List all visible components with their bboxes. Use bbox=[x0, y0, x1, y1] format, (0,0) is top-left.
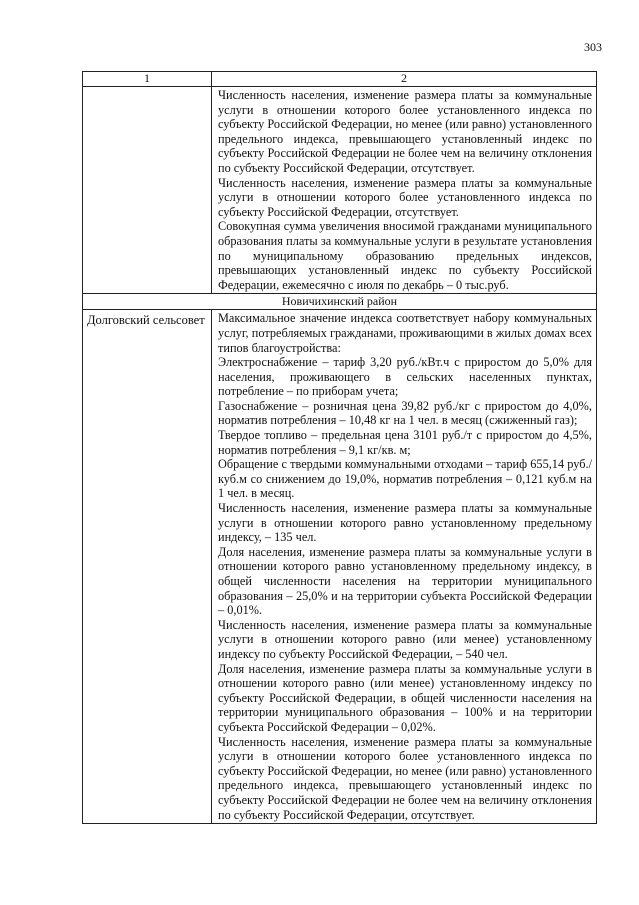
table-row bbox=[83, 87, 597, 294]
paragraph: Численность населения, изменение размера платы за коммунальные услуги в отношении которого равно установленному предельному индексу, – 135 чел. bbox=[218, 501, 592, 545]
section-title: Новичихинский район bbox=[83, 294, 597, 310]
district-name: Долговский сельсовет bbox=[83, 310, 212, 824]
paragraph: Совокупная сумма увеличения вносимой гражданами муниципального образования платы за коммунальные услуги в результате установления по муниципальному образованию предельных индексов, превышающих установленный индекс по субъекту Российской Федерации, ежемесячно с июля по декабрь – 0 тыс.руб. bbox=[218, 219, 592, 292]
top-block-text bbox=[212, 87, 597, 294]
paragraph: Максимальное значение индекса соответствует набору коммунальных услуг, потребляемых гражданами, проживающими в жилых домах всех типов благоустройства: bbox=[218, 311, 592, 355]
page-number: 303 bbox=[584, 40, 602, 54]
paragraph: Численность населения, изменение размера платы за коммунальные услуги в отношении которого более установленного индекса по субъекту Российской Федерации, но менее (или равно) установленного предельного индекса, превышающего установленный индекс по субъекту Российской Федерации не более чем на величину отклонения по субъекту Российской Федерации, отсутствует. bbox=[218, 88, 592, 175]
section-row bbox=[83, 294, 597, 310]
district-details bbox=[212, 310, 597, 824]
paragraph: Газоснабжение – розничная цена 39,82 руб./кг с приростом до 4,0%, норматив потребления – 10,48 кг на 1 чел. в месяц (сжиженный газ); bbox=[218, 398, 592, 428]
column-header-2: 2 bbox=[212, 72, 597, 87]
paragraph: Численность населения, изменение размера платы за коммунальные услуги в отношении которого более установленного индекса по субъекту Российской Федерации, отсутствует. bbox=[218, 175, 592, 219]
paragraph: Численность населения, изменение размера платы за коммунальные услуги в отношении которого равно (или менее) установленному индексу по субъекту Российской Федерации, – 540 чел. bbox=[218, 617, 592, 661]
table-row bbox=[83, 310, 597, 824]
data-table bbox=[82, 71, 597, 824]
empty-cell bbox=[83, 87, 212, 294]
paragraph: Доля населения, изменение размера платы за коммунальные услуги в отношении которого равно установленному предельному индексу, в общей численности населения на территории муниципального образования – 25,0% и на территории субъекта Российской Федерации – 0,01%. bbox=[218, 544, 592, 618]
table-header-row bbox=[83, 72, 597, 87]
paragraph: Обращение с твердыми коммунальными отходами – тариф 655,14 руб./куб.м со снижением до 19,0%, норматив потребления – 0,121 куб.м на 1 чел. в месяц. bbox=[218, 457, 592, 501]
paragraph: Численность населения, изменение размера платы за коммунальные услуги в отношении которого более установленного индекса по субъекту Российской Федерации, но менее (или равно) установленного предельного индекса, превышающего установленный индекс по субъекту Российской Федерации не более чем на величину отклонения по субъекту Российской Федерации, отсутствует. bbox=[218, 734, 592, 822]
paragraph: Электроснабжение – тариф 3,20 руб./кВт.ч с приростом до 5,0% для населения, проживающего в сельских населенных пунктах, потребление – по приборам учета; bbox=[218, 355, 592, 399]
column-header-1: 1 bbox=[83, 72, 212, 87]
paragraph: Твердое топливо – предельная цена 3101 руб./т с приростом до 4,5%, норматив потребления – 9,1 кг/кв. м; bbox=[218, 428, 592, 457]
paragraph: Доля населения, изменение размера платы за коммунальные услуги в отношении которого равно (или менее) установленному индексу по субъекту Российской Федерации, в общей численности населения на территории муниципального образования – 100% и на территории субъекта Российской Федерации – 0,02%. bbox=[218, 661, 592, 734]
